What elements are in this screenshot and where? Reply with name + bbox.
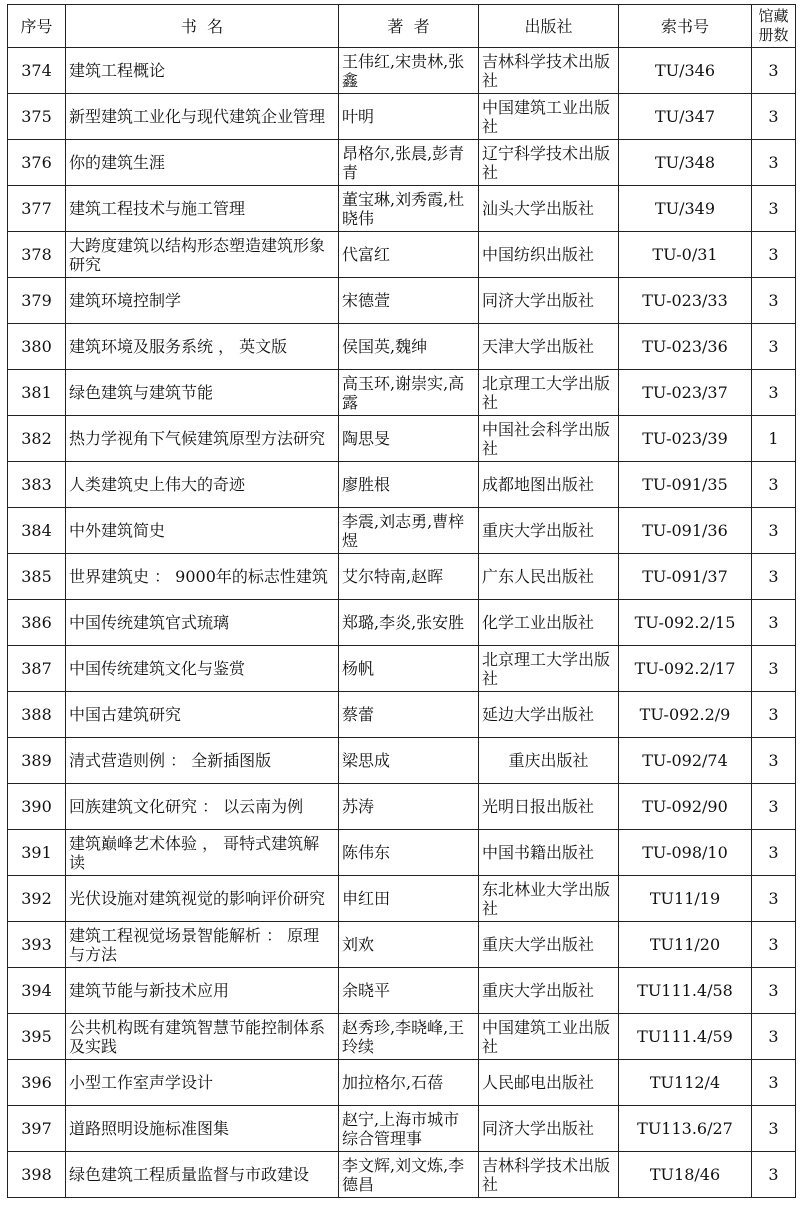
table-row xyxy=(8,922,796,968)
cell-number: 380 xyxy=(8,324,66,370)
cell-call-number: TU/346 xyxy=(619,48,752,94)
cell-author: 董宝琳,刘秀霞,杜晓伟 xyxy=(339,186,479,232)
cell-title: 新型建筑工业化与现代建筑企业管理 xyxy=(66,94,339,140)
cell-number: 379 xyxy=(8,278,66,324)
table-row xyxy=(8,462,796,508)
cell-quantity: 3 xyxy=(752,830,796,876)
cell-number: 376 xyxy=(8,140,66,186)
cell-title: 建筑工程技术与施工管理 xyxy=(66,186,339,232)
cell-quantity: 3 xyxy=(752,462,796,508)
cell-publisher: 同济大学出版社 xyxy=(479,278,619,324)
cell-publisher: 中国纺织出版社 xyxy=(479,232,619,278)
cell-author: 赵宁,上海市城市综合管理事 xyxy=(339,1106,479,1152)
table-row xyxy=(8,324,796,370)
cell-quantity: 3 xyxy=(752,278,796,324)
cell-publisher: 化学工业出版社 xyxy=(479,600,619,646)
cell-title: 建筑环境及服务系统 ， 英文版 xyxy=(66,324,339,370)
cell-call-number: TU-023/37 xyxy=(619,370,752,416)
cell-number: 392 xyxy=(8,876,66,922)
cell-publisher: 辽宁科学技术出版社 xyxy=(479,140,619,186)
cell-title: 人类建筑史上伟大的奇迹 xyxy=(66,462,339,508)
table-row xyxy=(8,416,796,462)
cell-call-number: TU-092/90 xyxy=(619,784,752,830)
cell-publisher: 广东人民出版社 xyxy=(479,554,619,600)
cell-quantity: 3 xyxy=(752,922,796,968)
cell-number: 386 xyxy=(8,600,66,646)
cell-quantity: 3 xyxy=(752,784,796,830)
cell-quantity: 3 xyxy=(752,1060,796,1106)
cell-author: 刘欢 xyxy=(339,922,479,968)
cell-quantity: 3 xyxy=(752,1014,796,1060)
cell-quantity: 3 xyxy=(752,508,796,554)
table-row xyxy=(8,186,796,232)
cell-quantity: 3 xyxy=(752,186,796,232)
cell-quantity: 1 xyxy=(752,416,796,462)
cell-quantity: 3 xyxy=(752,600,796,646)
cell-call-number: TU11/20 xyxy=(619,922,752,968)
cell-quantity: 3 xyxy=(752,370,796,416)
cell-author: 郑璐,李炎,张安胜 xyxy=(339,600,479,646)
cell-title: 绿色建筑工程质量监督与市政建设 xyxy=(66,1152,339,1198)
cell-publisher: 成都地图出版社 xyxy=(479,462,619,508)
table-row xyxy=(8,1014,796,1060)
cell-author: 李文辉,刘文炼,李德昌 xyxy=(339,1152,479,1198)
table-row xyxy=(8,1106,796,1152)
cell-publisher: 重庆大学出版社 xyxy=(479,922,619,968)
table-row xyxy=(8,968,796,1014)
cell-publisher: 北京理工大学出版社 xyxy=(479,370,619,416)
cell-author: 王伟红,宋贵林,张鑫 xyxy=(339,48,479,94)
cell-number: 381 xyxy=(8,370,66,416)
cell-call-number: TU-091/37 xyxy=(619,554,752,600)
cell-author: 叶明 xyxy=(339,94,479,140)
cell-number: 377 xyxy=(8,186,66,232)
cell-publisher: 吉林科学技术出版社 xyxy=(479,48,619,94)
cell-call-number: TU18/46 xyxy=(619,1152,752,1198)
cell-call-number: TU-091/35 xyxy=(619,462,752,508)
cell-publisher: 中国社会科学出版社 xyxy=(479,416,619,462)
cell-call-number: TU113.6/27 xyxy=(619,1106,752,1152)
cell-quantity: 3 xyxy=(752,876,796,922)
cell-call-number: TU11/19 xyxy=(619,876,752,922)
cell-title: 道路照明设施标准图集 xyxy=(66,1106,339,1152)
cell-quantity: 3 xyxy=(752,324,796,370)
cell-publisher: 重庆出版社 xyxy=(479,738,619,784)
cell-publisher: 天津大学出版社 xyxy=(479,324,619,370)
cell-call-number: TU-092/74 xyxy=(619,738,752,784)
cell-quantity: 3 xyxy=(752,1106,796,1152)
header-quantity-line2: 册数 xyxy=(758,26,789,44)
cell-author: 昂格尔,张晨,彭青青 xyxy=(339,140,479,186)
cell-author: 梁思成 xyxy=(339,738,479,784)
table-row xyxy=(8,48,796,94)
cell-number: 378 xyxy=(8,232,66,278)
cell-call-number: TU-092.2/15 xyxy=(619,600,752,646)
table-row xyxy=(8,278,796,324)
cell-quantity: 3 xyxy=(752,646,796,692)
cell-call-number: TU-092.2/17 xyxy=(619,646,752,692)
cell-title: 建筑环境控制学 xyxy=(66,278,339,324)
header-row xyxy=(8,5,796,48)
header-author: 著 者 xyxy=(339,5,479,48)
cell-quantity: 3 xyxy=(752,232,796,278)
cell-quantity: 3 xyxy=(752,140,796,186)
cell-call-number: TU-0/31 xyxy=(619,232,752,278)
cell-number: 382 xyxy=(8,416,66,462)
cell-publisher: 延边大学出版社 xyxy=(479,692,619,738)
cell-title: 你的建筑生涯 xyxy=(66,140,339,186)
table-row xyxy=(8,784,796,830)
cell-publisher: 北京理工大学出版社 xyxy=(479,646,619,692)
header-no: 序号 xyxy=(8,5,66,48)
cell-publisher: 东北林业大学出版社 xyxy=(479,876,619,922)
cell-quantity: 3 xyxy=(752,968,796,1014)
cell-call-number: TU111.4/59 xyxy=(619,1014,752,1060)
cell-author: 艾尔特南,赵晖 xyxy=(339,554,479,600)
cell-call-number: TU-023/39 xyxy=(619,416,752,462)
table-row xyxy=(8,1060,796,1106)
cell-author: 宋德萱 xyxy=(339,278,479,324)
cell-number: 384 xyxy=(8,508,66,554)
cell-publisher: 重庆大学出版社 xyxy=(479,508,619,554)
table-row xyxy=(8,830,796,876)
cell-author: 陶思旻 xyxy=(339,416,479,462)
cell-author: 代富红 xyxy=(339,232,479,278)
cell-author: 李震,刘志勇,曹梓煜 xyxy=(339,508,479,554)
header-publisher: 出版社 xyxy=(479,5,619,48)
table-row xyxy=(8,370,796,416)
cell-publisher: 中国书籍出版社 xyxy=(479,830,619,876)
cell-quantity: 3 xyxy=(752,738,796,784)
header-quantity xyxy=(752,5,796,48)
cell-number: 387 xyxy=(8,646,66,692)
cell-publisher: 同济大学出版社 xyxy=(479,1106,619,1152)
table-row xyxy=(8,1152,796,1198)
cell-quantity: 3 xyxy=(752,94,796,140)
cell-number: 391 xyxy=(8,830,66,876)
cell-publisher: 光明日报出版社 xyxy=(479,784,619,830)
cell-author: 侯国英,魏绅 xyxy=(339,324,479,370)
cell-number: 383 xyxy=(8,462,66,508)
cell-title: 建筑节能与新技术应用 xyxy=(66,968,339,1014)
cell-author: 陈伟东 xyxy=(339,830,479,876)
cell-title: 世界建筑史 ： 9000年的标志性建筑 xyxy=(66,554,339,600)
cell-call-number: TU/348 xyxy=(619,140,752,186)
cell-call-number: TU/347 xyxy=(619,94,752,140)
cell-publisher: 人民邮电出版社 xyxy=(479,1060,619,1106)
cell-call-number: TU-098/10 xyxy=(619,830,752,876)
cell-publisher: 重庆大学出版社 xyxy=(479,968,619,1014)
cell-title: 中国古建筑研究 xyxy=(66,692,339,738)
cell-title: 大跨度建筑以结构形态塑造建筑形象研究 xyxy=(66,232,339,278)
cell-title: 绿色建筑与建筑节能 xyxy=(66,370,339,416)
table-row xyxy=(8,232,796,278)
cell-author: 高玉环,谢崇实,高露 xyxy=(339,370,479,416)
cell-title: 小型工作室声学设计 xyxy=(66,1060,339,1106)
cell-number: 389 xyxy=(8,738,66,784)
cell-publisher: 中国建筑工业出版社 xyxy=(479,1014,619,1060)
cell-author: 苏涛 xyxy=(339,784,479,830)
table-row xyxy=(8,140,796,186)
cell-title: 回族建筑文化研究 ： 以云南为例 xyxy=(66,784,339,830)
cell-call-number: TU/349 xyxy=(619,186,752,232)
header-quantity-line1: 馆藏 xyxy=(758,7,789,25)
cell-title: 中外建筑简史 xyxy=(66,508,339,554)
cell-publisher: 吉林科学技术出版社 xyxy=(479,1152,619,1198)
cell-author: 申红田 xyxy=(339,876,479,922)
header-title: 书 名 xyxy=(66,5,339,48)
cell-author: 蔡蕾 xyxy=(339,692,479,738)
table-row xyxy=(8,508,796,554)
cell-quantity: 3 xyxy=(752,48,796,94)
table-body xyxy=(8,48,796,1198)
cell-title: 建筑巅峰艺术体验 ， 哥特式建筑解读 xyxy=(66,830,339,876)
table-row xyxy=(8,876,796,922)
cell-number: 397 xyxy=(8,1106,66,1152)
cell-call-number: TU-091/36 xyxy=(619,508,752,554)
table-row xyxy=(8,738,796,784)
table-row xyxy=(8,692,796,738)
cell-call-number: TU-092.2/9 xyxy=(619,692,752,738)
table-row xyxy=(8,646,796,692)
cell-author: 赵秀珍,李晓峰,王玲续 xyxy=(339,1014,479,1060)
table-row xyxy=(8,554,796,600)
cell-number: 396 xyxy=(8,1060,66,1106)
cell-call-number: TU111.4/58 xyxy=(619,968,752,1014)
cell-title: 建筑工程视觉场景智能解析 ： 原理与方法 xyxy=(66,922,339,968)
cell-title: 公共机构既有建筑智慧节能控制体系及实践 xyxy=(66,1014,339,1060)
cell-title: 热力学视角下气候建筑原型方法研究 xyxy=(66,416,339,462)
cell-author: 廖胜根 xyxy=(339,462,479,508)
cell-number: 393 xyxy=(8,922,66,968)
cell-call-number: TU112/4 xyxy=(619,1060,752,1106)
cell-quantity: 3 xyxy=(752,554,796,600)
cell-author: 杨帆 xyxy=(339,646,479,692)
cell-title: 光伏设施对建筑视觉的影响评价研究 xyxy=(66,876,339,922)
cell-title: 清式营造则例 ： 全新插图版 xyxy=(66,738,339,784)
cell-author: 余晓平 xyxy=(339,968,479,1014)
cell-number: 395 xyxy=(8,1014,66,1060)
header-call-number: 索书号 xyxy=(619,5,752,48)
cell-title: 建筑工程概论 xyxy=(66,48,339,94)
cell-publisher: 汕头大学出版社 xyxy=(479,186,619,232)
cell-publisher: 中国建筑工业出版社 xyxy=(479,94,619,140)
cell-number: 394 xyxy=(8,968,66,1014)
cell-number: 398 xyxy=(8,1152,66,1198)
cell-quantity: 3 xyxy=(752,1152,796,1198)
cell-number: 388 xyxy=(8,692,66,738)
cell-number: 375 xyxy=(8,94,66,140)
cell-quantity: 3 xyxy=(752,692,796,738)
cell-title: 中国传统建筑文化与鉴赏 xyxy=(66,646,339,692)
book-list-table xyxy=(7,4,796,1198)
cell-number: 374 xyxy=(8,48,66,94)
cell-number: 390 xyxy=(8,784,66,830)
cell-author: 加拉格尔,石蓓 xyxy=(339,1060,479,1106)
table-row xyxy=(8,600,796,646)
cell-title: 中国传统建筑官式琉璃 xyxy=(66,600,339,646)
cell-number: 385 xyxy=(8,554,66,600)
cell-call-number: TU-023/33 xyxy=(619,278,752,324)
cell-call-number: TU-023/36 xyxy=(619,324,752,370)
table-row xyxy=(8,94,796,140)
